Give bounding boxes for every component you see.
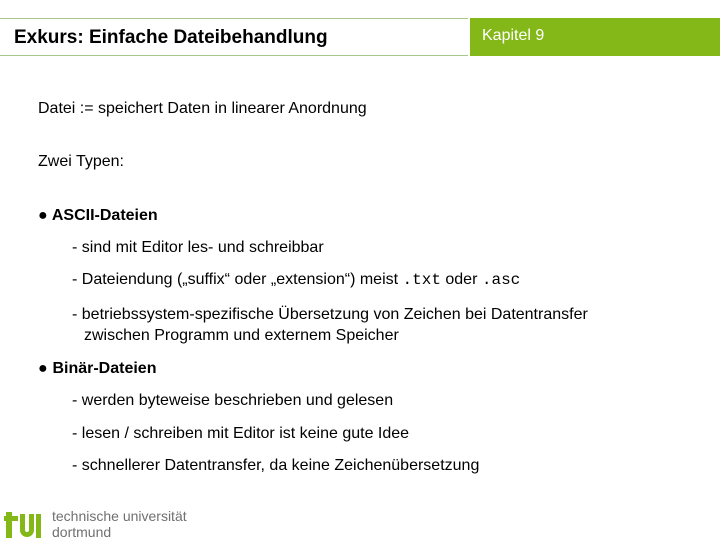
slide-header: [0, 18, 720, 56]
chapter-label: Kapitel 9: [482, 27, 545, 44]
definition-text: Datei := speichert Daten in linearer Anordnung: [38, 100, 367, 117]
types-intro-text: Zwei Typen:: [38, 153, 124, 170]
ascii-item-3-line-2: zwischen Programm und externem Speicher: [84, 327, 399, 344]
ascii-heading-label: ASCII-Dateien: [51, 207, 158, 224]
ascii-item-2-text: - Dateiendung („suffix“ oder „extension“) meist: [72, 271, 399, 288]
ascii-heading: [38, 206, 158, 226]
binary-heading: [38, 359, 156, 379]
binary-heading-label: Binär-Dateien: [52, 360, 157, 377]
bullet-icon: ●: [38, 207, 48, 224]
logo-text-line-1: technische universität: [52, 508, 187, 524]
binary-item-3: - schnellerer Datentransfer, da keine Zeichenübersetzung: [72, 457, 480, 474]
binary-item-1: - werden byteweise beschrieben und gelesen: [72, 392, 394, 409]
tu-logo-icon: [4, 504, 46, 540]
binary-item-2: - lesen / schreiben mit Editor ist keine gute Idee: [72, 425, 410, 442]
asc-extension-code: .asc: [481, 271, 521, 289]
bullet-icon: ●: [38, 360, 48, 377]
ascii-item-1: - sind mit Editor les- und schreibbar: [72, 239, 324, 256]
logo-text-line-2: dortmund: [52, 524, 112, 540]
txt-extension-code: .txt: [402, 271, 441, 289]
ascii-item-2-or: oder: [445, 271, 478, 288]
ascii-item-2: [72, 270, 520, 290]
slide-title: Exkurs: Einfache Dateibehandlung: [14, 27, 328, 48]
ascii-item-3-line-1: - betriebssystem-spezifische Übersetzung von Zeichen bei Datentransfer: [72, 306, 588, 323]
chapter-badge: [470, 18, 720, 56]
header-title-box: [0, 18, 468, 56]
university-logo: [0, 500, 200, 540]
